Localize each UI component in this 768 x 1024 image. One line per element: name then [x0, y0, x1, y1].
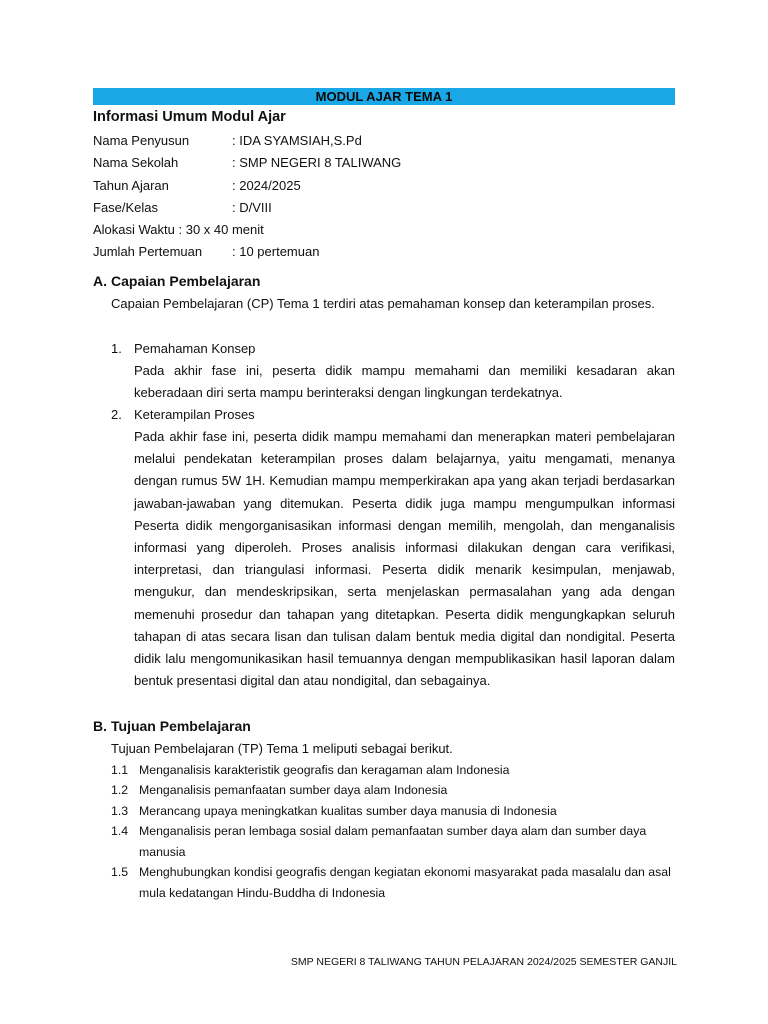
list-number: 1.3	[111, 804, 129, 818]
list-number: 1.	[111, 341, 122, 356]
section-a-heading	[93, 273, 260, 289]
info-label: Jumlah Pertemuan	[93, 244, 203, 259]
module-title: MODUL AJAR TEMA 1	[93, 88, 675, 105]
list-number: 1.1	[111, 763, 129, 777]
list-number: 1.2	[111, 783, 129, 797]
info-value: : D/VIII	[232, 200, 272, 215]
list-item	[111, 862, 677, 903]
list-item	[111, 760, 677, 781]
general-info-heading: Informasi Umum Modul Ajar	[93, 109, 286, 125]
section-title: Tujuan Pembelajaran	[111, 718, 251, 734]
list-number: 2.	[111, 407, 122, 422]
list-item-text: Merancang upaya meningkatkan kualitas sumber daya manusia di Indonesia	[139, 804, 557, 818]
info-value: : 10 pertemuan	[232, 244, 320, 259]
list-item-text: Menganalisis pemanfaatan sumber daya alam Indonesia	[139, 783, 448, 797]
info-row-sekolah	[93, 154, 401, 172]
list-item	[111, 801, 677, 822]
list-item	[111, 780, 677, 801]
info-value: : IDA SYAMSIAH,S.Pd	[232, 133, 362, 148]
info-label: Fase/Kelas	[93, 200, 159, 215]
list-item	[111, 821, 677, 862]
info-label: Nama Penyusun	[93, 133, 190, 148]
section-b-intro: Tujuan Pembelajaran (TP) Tema 1 meliputi sebagai berikut.	[111, 741, 453, 756]
page-footer: SMP NEGERI 8 TALIWANG TAHUN PELAJARAN 2024/2025 SEMESTER GANJIL	[290, 956, 677, 968]
list-item-text: Menghubungkan kondisi geografis dengan kegiatan ekonomi masyarakat pada masalalu dan asal mula kedatangan Hindu-Buddha di Indonesia	[139, 865, 671, 900]
list-item-title: Pemahaman Konsep	[134, 341, 256, 356]
section-letter: B.	[93, 718, 107, 734]
section-letter: A.	[93, 273, 107, 289]
info-row-penyusun	[93, 132, 362, 150]
list-number: 1.5	[111, 865, 129, 879]
info-row-alokasi: Alokasi Waktu : 30 x 40 menit	[93, 222, 264, 237]
info-row-tahun	[93, 177, 301, 195]
section-b-heading	[93, 718, 251, 734]
section-title: Capaian Pembelajaran	[111, 273, 261, 289]
info-row-fase	[93, 199, 272, 217]
list-item-text: Menganalisis peran lembaga sosial dalam pemanfaatan sumber daya alam dan sumber daya manusia	[139, 824, 647, 859]
info-label: Nama Sekolah	[93, 155, 179, 170]
info-value: : SMP NEGERI 8 TALIWANG	[232, 155, 402, 170]
info-label: Tahun Ajaran	[93, 178, 169, 193]
list-item-body: Pada akhir fase ini, peserta didik mampu memahami dan menerapkan materi pembelajaran melalui pendekatan keterampilan proses dalam belajarnya, yaitu mengamati, menanya dengan rumus 5W 1H. Kemudian mampu memperkirakan apa yang akan terjadi berdasarkan jawaban-jawaban yang ditemukan. Peserta didik juga mampu mengumpulkan informasi Peserta didik mengorganisasikan informasi dengan memilih, mengolah, dan menganalisis informasi yang diperoleh. Proses analisis informasi dilakukan dengan cara verifikasi, interpretasi, dan triangulasi informasi. Peserta didik menarik kesimpulan, menjawab, mengukur, dan mendeskripsikan, serta menjelaskan permasalahan yang ada dengan memenuhi prosedur dan tahapan yang ditetapkan. Peserta didik mengungkapkan seluruh tahapan di atas secara lisan dan tulisan dalam bentuk media digital dan nondigital. Peserta didik lalu mengomunikasikan hasil temuannya dengan mempublikasikan hasil laporan dalam bentuk presentasi digital dan atau nondigital, dan sebagainya.	[134, 429, 675, 689]
list-item-text: Menganalisis karakteristik geografis dan keragaman alam Indonesia	[139, 763, 510, 777]
list-item-body: Pada akhir fase ini, peserta didik mampu memahami dan memiliki kesadaran akan keberadaan diri serta mampu berinteraksi dengan lingkungan terdekatnya.	[134, 363, 675, 401]
section-a-intro: Capaian Pembelajaran (CP) Tema 1 terdiri atas pemahaman konsep dan keterampilan proses.	[111, 296, 655, 311]
info-value: : 2024/2025	[232, 178, 301, 193]
list-item-title: Keterampilan Proses	[134, 407, 255, 422]
info-row-pertemuan	[93, 243, 319, 261]
list-number: 1.4	[111, 824, 129, 838]
